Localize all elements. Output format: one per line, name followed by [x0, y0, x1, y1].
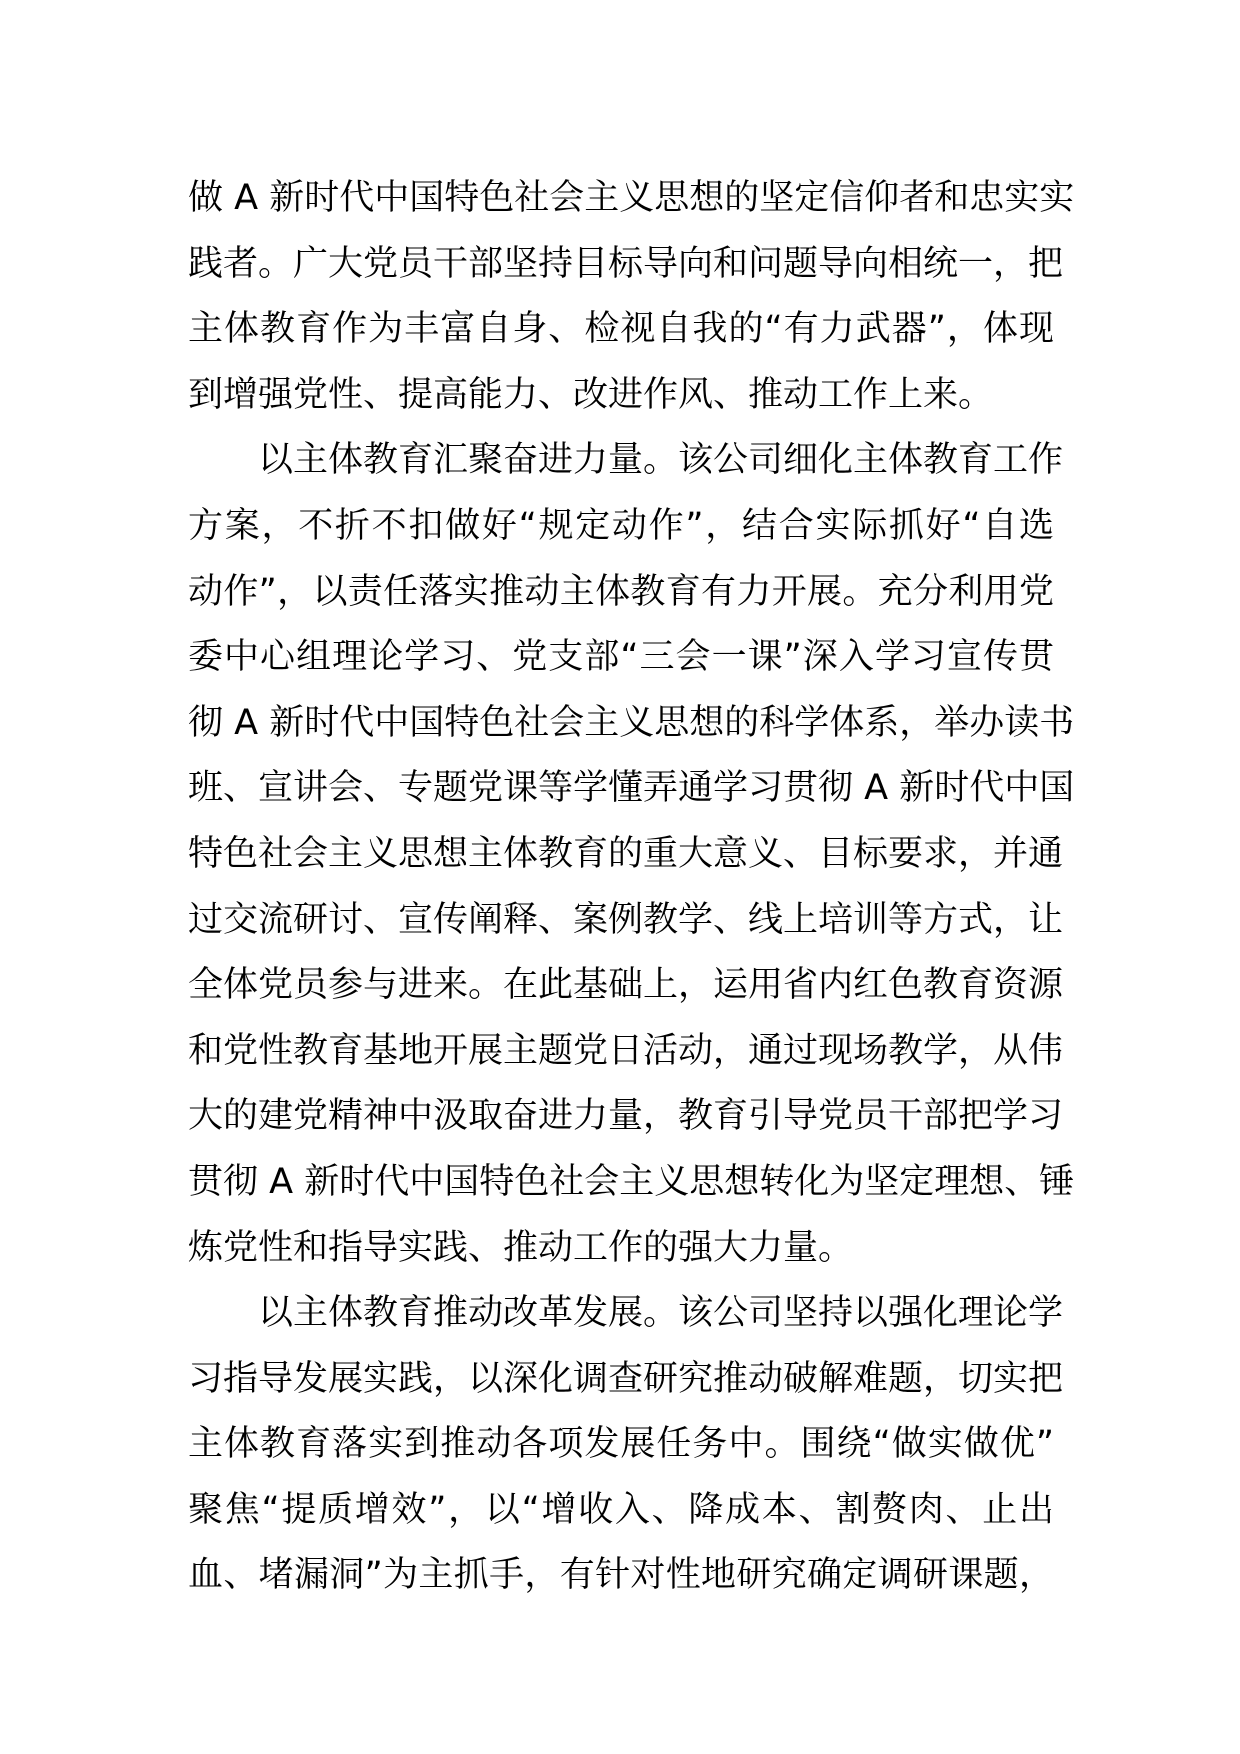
line-text: 以主体教育汇聚奋进力量。该公司细化主体教育工作: [258, 440, 1064, 481]
text-line: [188, 822, 1064, 888]
line-text: 聚焦“提质增效”，以“增收入、降成本、割赘肉、止出: [188, 1489, 1054, 1530]
text-line: [188, 363, 1054, 429]
line-text: 动作”，以责任落实推动主体教育有力开展。充分利用党: [188, 571, 1054, 612]
text-line: [188, 1019, 1064, 1085]
paragraph-1: [188, 166, 1075, 428]
paragraph-2: [188, 428, 1075, 1281]
line-text: 主体教育落实到推动各项发展任务中。围绕“做实做优”: [188, 1424, 1054, 1465]
text-line: [188, 1216, 1054, 1282]
text-line: [188, 1281, 1064, 1347]
text-line: [188, 1150, 1075, 1216]
line-text: 做 A 新时代中国特色社会主义思想的坚定信仰者和忠实实: [188, 178, 1075, 218]
line-text: 血、堵漏洞”为主抓手，有针对性地研究确定调研课题，: [188, 1555, 1054, 1596]
line-text: 以主体教育推动改革发展。该公司坚持以强化理论学: [258, 1293, 1064, 1334]
text-line: [188, 625, 1054, 691]
line-text: 过交流研讨、宣传阐释、案例教学、线上培训等方式，让: [188, 899, 1064, 940]
line-text: 彻 A 新时代中国特色社会主义思想的科学体系，举办读书: [188, 702, 1075, 743]
text-line: [188, 232, 1064, 298]
text-line: [188, 560, 1054, 626]
text-line: [188, 1543, 1054, 1609]
text-line: [188, 1478, 1054, 1544]
line-text: 践者。广大党员干部坚持目标导向和问题导向相统一，把: [188, 243, 1064, 284]
text-line: [188, 953, 1064, 1019]
line-text: 委中心组理论学习、党支部“三会一课”深入学习宣传贯: [188, 637, 1054, 678]
text-line: [188, 1084, 1064, 1150]
document-body: [188, 166, 1075, 1609]
line-text: 大的建党精神中汲取奋进力量，教育引导党员干部把学习: [188, 1096, 1064, 1137]
line-text: 特色社会主义思想主体教育的重大意义、目标要求，并通: [188, 833, 1064, 874]
text-line: [188, 888, 1064, 954]
line-text: 习指导发展实践，以深化调查研究推动破解难题，切实把: [188, 1358, 1064, 1399]
line-text: 炼党性和指导实践、推动工作的强大力量。: [188, 1227, 854, 1268]
text-line: [188, 297, 1054, 363]
line-text: 全体党员参与进来。在此基础上，运用省内红色教育资源: [188, 965, 1064, 1006]
text-line: [188, 1347, 1064, 1413]
text-line: [188, 494, 1054, 560]
text-line: [188, 428, 1064, 494]
paragraph-3: [188, 1281, 1064, 1609]
text-line: [188, 691, 1075, 757]
text-line: [188, 166, 1075, 232]
text-line: [188, 1412, 1054, 1478]
text-line: [188, 756, 1075, 822]
line-text: 到增强党性、提高能力、改进作风、推动工作上来。: [188, 374, 994, 415]
line-text: 和党性教育基地开展主题党日活动，通过现场教学，从伟: [188, 1030, 1064, 1071]
line-text: 方案，不折不扣做好“规定动作”，结合实际抓好“自选: [188, 505, 1054, 546]
line-text: 班、宣讲会、专题党课等学懂弄通学习贯彻 A 新时代中国: [188, 768, 1075, 809]
line-text: 贯彻 A 新时代中国特色社会主义思想转化为坚定理想、锤: [188, 1161, 1075, 1202]
line-text: 主体教育作为丰富自身、检视自我的“有力武器”，体现: [188, 309, 1054, 350]
